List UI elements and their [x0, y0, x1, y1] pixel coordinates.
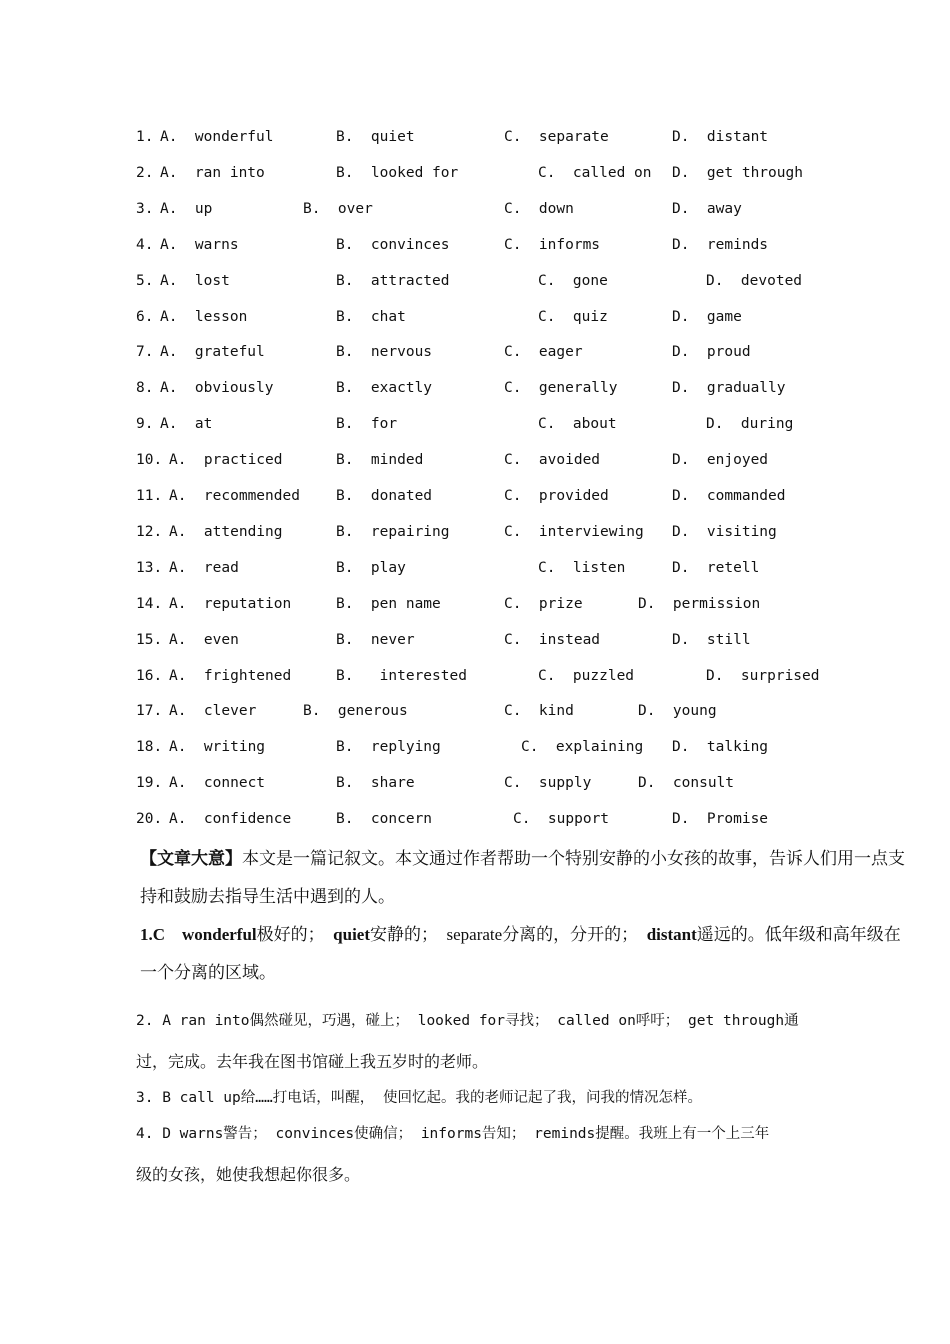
- question-number: 10.: [136, 452, 163, 468]
- option-b: B. replying: [336, 739, 441, 755]
- answer-1-term-1-cn: 极好的；: [256, 925, 325, 944]
- question-number: 6.: [136, 309, 154, 325]
- question-number: 9.: [136, 416, 154, 432]
- option-b: B. exactly: [336, 380, 433, 396]
- option-a: A. connect: [169, 775, 266, 791]
- option-d: D. Promise: [672, 811, 769, 827]
- answer-4-line-2: 级的女孩，她使我想起你很多。: [136, 1165, 361, 1184]
- question-number: 7.: [136, 344, 154, 360]
- option-c: C. avoided: [504, 452, 601, 468]
- option-a: A. even: [169, 632, 239, 648]
- option-a: A. reputation: [169, 596, 292, 612]
- option-d: D. proud: [672, 344, 751, 360]
- option-b: B. donated: [336, 488, 433, 504]
- option-b: B. never: [336, 632, 415, 648]
- question-number: 18.: [136, 739, 163, 755]
- question-number: 16.: [136, 668, 163, 684]
- option-a: A. confidence: [169, 811, 292, 827]
- option-c: C. kind: [504, 703, 574, 719]
- option-c: C. interviewing: [504, 524, 644, 540]
- option-d: D. still: [672, 632, 751, 648]
- option-c: C. separate: [504, 129, 609, 145]
- option-d: D. consult: [638, 775, 735, 791]
- option-c: C. gone: [538, 273, 608, 289]
- answer-1-term-2: quiet: [333, 925, 370, 944]
- option-b: B. concern: [336, 811, 433, 827]
- option-d: D. devoted: [706, 273, 803, 289]
- question-number: 15.: [136, 632, 163, 648]
- question-number: 11.: [136, 488, 163, 504]
- answer-4-line-1: 4. D warns警告； convinces使确信； informs告知； reminds提醒。我班上有一个上三年: [136, 1126, 770, 1142]
- option-d: D. game: [672, 309, 742, 325]
- summary-text: 本文是一篇记叙文。本文通过作者帮助一个特别安静的小女孩的故事，告诉人们用一点支持和鼓励去指导生活中遇到的人。: [140, 849, 905, 907]
- option-a: A. clever: [169, 703, 257, 719]
- option-b: B. pen name: [336, 596, 441, 612]
- option-a: A. obviously: [160, 380, 274, 396]
- option-c: C. supply: [504, 775, 592, 791]
- option-b: B. quiet: [336, 129, 415, 145]
- option-d: D. during: [706, 416, 794, 432]
- option-d: D. enjoyed: [672, 452, 769, 468]
- option-c: C. generally: [504, 380, 618, 396]
- option-d: D. surprised: [706, 668, 820, 684]
- option-a: A. grateful: [160, 344, 265, 360]
- question-number: 12.: [136, 524, 163, 540]
- answer-1-term-4-cn: 遥远的。低年级和高年级在一个分离的区域。: [140, 925, 901, 982]
- option-c: C. support: [513, 811, 610, 827]
- summary-label: 【文章大意】: [140, 849, 242, 869]
- option-c: C. informs: [504, 237, 601, 253]
- question-number: 14.: [136, 596, 163, 612]
- answer-1-term-3-cn: 分离的，分开的；: [502, 925, 639, 944]
- option-d: D. commanded: [672, 488, 786, 504]
- option-b: B. share: [336, 775, 415, 791]
- answer-1-term-1: wonderful: [182, 925, 257, 944]
- option-d: D. young: [638, 703, 717, 719]
- option-a: A. up: [160, 201, 213, 217]
- option-d: D. away: [672, 201, 742, 217]
- question-number: 2.: [136, 165, 154, 181]
- option-c: C. quiz: [538, 309, 608, 325]
- question-number: 3.: [136, 201, 154, 217]
- option-b: B. chat: [336, 309, 406, 325]
- option-b: B. convinces: [336, 237, 450, 253]
- answer-2-line-1: 2. A ran into偶然碰见，巧遇，碰上； looked for寻找； called on呼吁； get through通: [136, 1013, 799, 1029]
- option-d: D. get through: [672, 165, 803, 181]
- option-a: A. lost: [160, 273, 230, 289]
- question-number: 1.: [136, 129, 154, 145]
- question-number: 8.: [136, 380, 154, 396]
- option-c: C. puzzled: [538, 668, 635, 684]
- option-a: A. frightened: [169, 668, 292, 684]
- option-d: D. talking: [672, 739, 769, 755]
- option-d: D. permission: [638, 596, 761, 612]
- option-d: D. reminds: [672, 237, 769, 253]
- answer-1-term-4: distant: [646, 925, 697, 944]
- option-d: D. gradually: [672, 380, 786, 396]
- option-b: B. attracted: [336, 273, 450, 289]
- option-b: B. for: [336, 416, 398, 432]
- option-b: B. minded: [336, 452, 424, 468]
- question-number: 20.: [136, 811, 163, 827]
- option-c: C. down: [504, 201, 574, 217]
- option-a: A. warns: [160, 237, 239, 253]
- option-c: C. instead: [504, 632, 601, 648]
- option-b: B. interested: [336, 668, 467, 684]
- answer-1-term-3: separate: [446, 925, 503, 944]
- summary-paragraph: [140, 840, 912, 916]
- option-c: C. prize: [504, 596, 583, 612]
- option-d: D. retell: [672, 560, 760, 576]
- answer-1-explanation: [140, 916, 912, 992]
- option-a: A. lesson: [160, 309, 248, 325]
- answer-1-term-2-cn: 安静的；: [370, 925, 438, 944]
- option-a: A. at: [160, 416, 213, 432]
- answer-2-line-2: 过，完成。去年我在图书馆碰上我五岁时的老师。: [136, 1052, 489, 1071]
- option-a: A. recommended: [169, 488, 300, 504]
- option-a: A. attending: [169, 524, 283, 540]
- option-b: B. play: [336, 560, 406, 576]
- option-b: B. nervous: [336, 344, 433, 360]
- option-c: C. listen: [538, 560, 626, 576]
- option-b: B. looked for: [336, 165, 459, 181]
- option-a: A. ran into: [160, 165, 265, 181]
- option-c: C. eager: [504, 344, 583, 360]
- option-c: C. provided: [504, 488, 609, 504]
- option-b: B. over: [303, 201, 373, 217]
- option-c: C. about: [538, 416, 617, 432]
- option-a: A. writing: [169, 739, 266, 755]
- question-number: 17.: [136, 703, 163, 719]
- option-b: B. generous: [303, 703, 408, 719]
- question-number: 5.: [136, 273, 154, 289]
- option-d: D. visiting: [672, 524, 777, 540]
- question-number: 19.: [136, 775, 163, 791]
- option-c: C. called on: [538, 165, 652, 181]
- option-b: B. repairing: [336, 524, 450, 540]
- question-number: 13.: [136, 560, 163, 576]
- option-d: D. distant: [672, 129, 769, 145]
- option-a: A. read: [169, 560, 239, 576]
- option-c: C. explaining: [521, 739, 644, 755]
- answer-3-line-1: 3. B call up给……打电话，叫醒， 使回忆起。我的老师记起了我，问我的情况怎样。: [136, 1090, 702, 1106]
- option-a: A. wonderful: [160, 129, 274, 145]
- answer-1-head: 1.C: [140, 925, 166, 944]
- question-number: 4.: [136, 237, 154, 253]
- option-a: A. practiced: [169, 452, 283, 468]
